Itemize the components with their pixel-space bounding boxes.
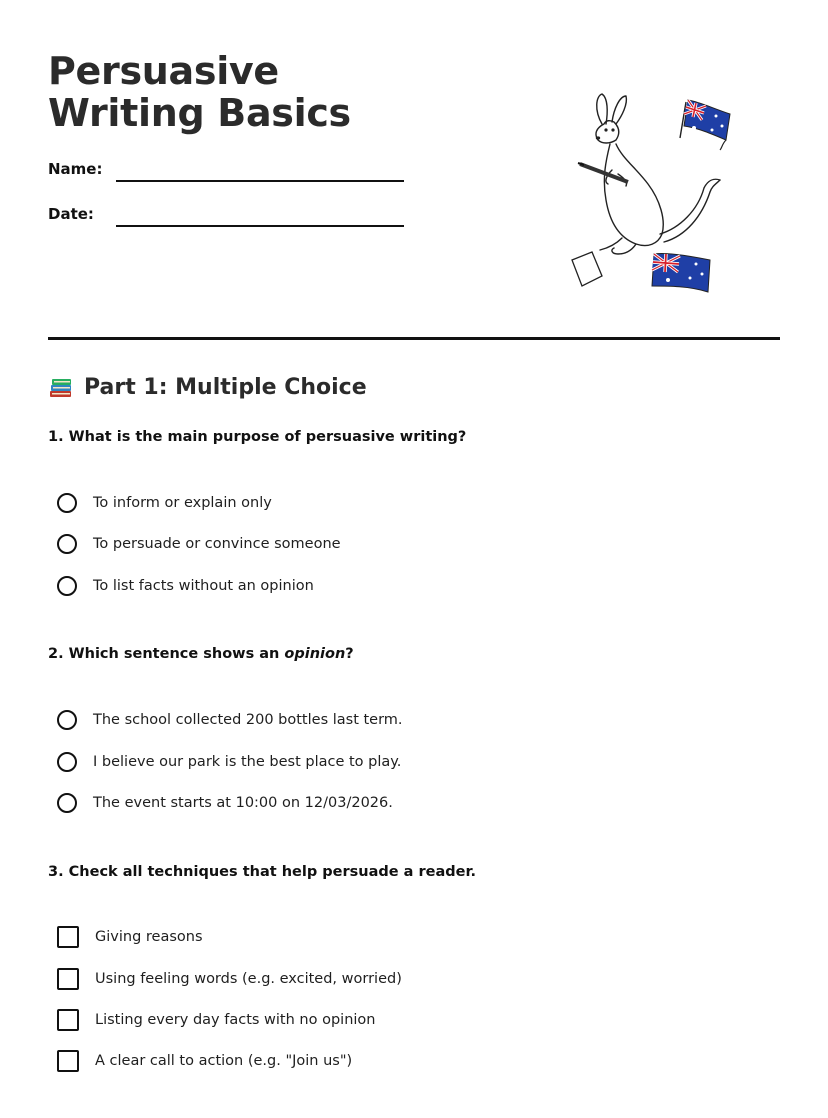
radio-button[interactable] [57,576,77,596]
option-label: The event starts at 10:00 on 12/03/2026. [93,795,393,811]
question-1-prompt: 1. What is the main purpose of persuasive writing? [48,429,467,445]
option-label: The school collected 200 bottles last term. [93,712,403,728]
question-1-option-3[interactable] [57,574,314,598]
option-label: To list facts without an opinion [93,578,314,594]
checkbox[interactable] [57,968,79,990]
option-label: To inform or explain only [93,495,272,511]
question-1-option-2[interactable] [57,532,341,556]
question-3-prompt: 3. Check all techniques that help persuade a reader. [48,864,477,880]
option-label: Giving reasons [95,929,203,945]
section-divider [48,337,780,340]
kangaroo-illustration [562,88,740,300]
question-2-option-2[interactable] [57,750,401,774]
checkbox[interactable] [57,1009,79,1031]
question-3-option-3[interactable] [57,1008,375,1032]
radio-button[interactable] [57,534,77,554]
question-2-prompt-start: 2. Which sentence shows an [48,646,285,662]
question-3-option-2[interactable] [57,967,402,991]
question-2-option-3[interactable] [57,791,393,815]
question-2-option-1[interactable] [57,708,403,732]
worksheet-title: Persuasive Writing Basics [48,49,351,135]
checkbox[interactable] [57,926,79,948]
question-3-option-1[interactable] [57,925,203,949]
question-1-option-1[interactable] [57,491,272,515]
question-2-emphasis: opinion [284,646,346,662]
part1-title: Part 1: Multiple Choice [84,374,367,400]
question-2-prompt [48,646,354,662]
radio-button[interactable] [57,752,77,772]
radio-button[interactable] [57,493,77,513]
option-label: To persuade or convince someone [93,536,341,552]
question-2-prompt-end: ? [345,646,354,662]
part1-heading [48,374,367,400]
question-3-option-4[interactable] [57,1049,352,1073]
checkbox[interactable] [57,1050,79,1072]
name-field[interactable] [116,180,404,182]
books-icon [48,374,74,400]
name-label: Name: [48,160,103,178]
date-field[interactable] [116,225,404,227]
radio-button[interactable] [57,793,77,813]
option-label: Listing every day facts with no opinion [95,1012,376,1028]
option-label: Using feeling words (e.g. excited, worried) [95,971,402,987]
radio-button[interactable] [57,710,77,730]
option-label: A clear call to action (e.g. "Join us") [95,1053,353,1069]
date-label: Date: [48,205,94,223]
option-label: I believe our park is the best place to play. [93,754,402,770]
